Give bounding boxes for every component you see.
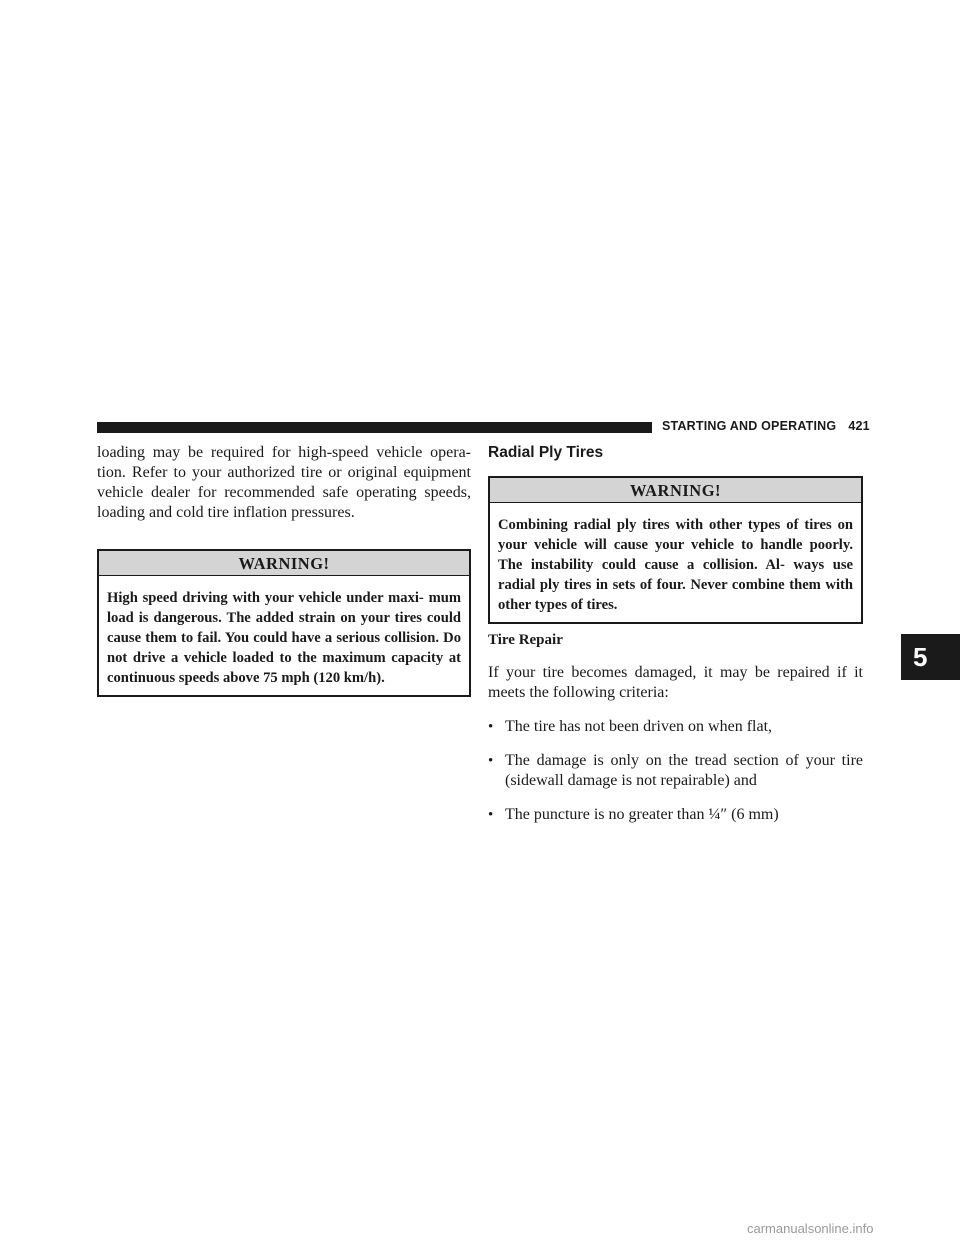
bullet-icon: •	[488, 719, 494, 735]
warning-text: High speed driving with your vehicle under maxi- mum load is dangerous. The added strain on your tires could cause them to fail. You could have a serious collision. Do not drive a vehicle loaded to the maximum capacity at continuous speeds above 75 mph (120 km/h).	[107, 590, 461, 686]
warning-heading: WARNING!	[99, 551, 469, 576]
warning-heading: WARNING!	[490, 478, 861, 503]
list-item	[488, 717, 863, 737]
tire-repair-subheading: Tire Repair	[488, 632, 563, 648]
header-rule	[97, 422, 652, 433]
radial-ply-warning-box	[488, 476, 863, 624]
bullet-icon: •	[488, 753, 494, 769]
section-heading: Radial Ply Tires	[488, 444, 604, 461]
watermark: carmanualsonline.info	[747, 1221, 874, 1236]
list-item-text: The tire has not been driven on when flat,	[505, 718, 773, 735]
criteria-list	[488, 717, 863, 825]
page-number: 421	[848, 419, 870, 433]
chapter-title: STARTING AND OPERATING	[662, 419, 837, 433]
list-item	[488, 805, 863, 825]
list-item-text: The damage is only on the tread section of your tire (sidewall damage is not repairable) and	[505, 752, 863, 789]
list-item	[488, 751, 863, 791]
high-speed-warning-box	[97, 549, 471, 697]
right-column	[488, 443, 863, 825]
left-column	[97, 443, 471, 697]
bullet-icon: •	[488, 807, 494, 823]
warning-text: Combining radial ply tires with other types of tires on your vehicle will cause your vehicle to handle poorly. The instability could cause a collision. Al- ways use radial ply tires in sets of four. Never combine them with other types of tires.	[498, 517, 853, 613]
list-item-text: The puncture is no greater than ¼″ (6 mm)	[505, 806, 779, 823]
intro-paragraph: loading may be required for high-speed vehicle opera- tion. Refer to your authorized tire or original equipment vehicle dealer for recommended safe operating speeds, loading and cold tire inflation pressures.	[97, 444, 471, 521]
chapter-tab: 5	[901, 634, 960, 680]
repair-criteria-paragraph: If your tire becomes damaged, it may be repaired if it meets the following criteria:	[488, 664, 863, 701]
running-header	[662, 419, 870, 433]
